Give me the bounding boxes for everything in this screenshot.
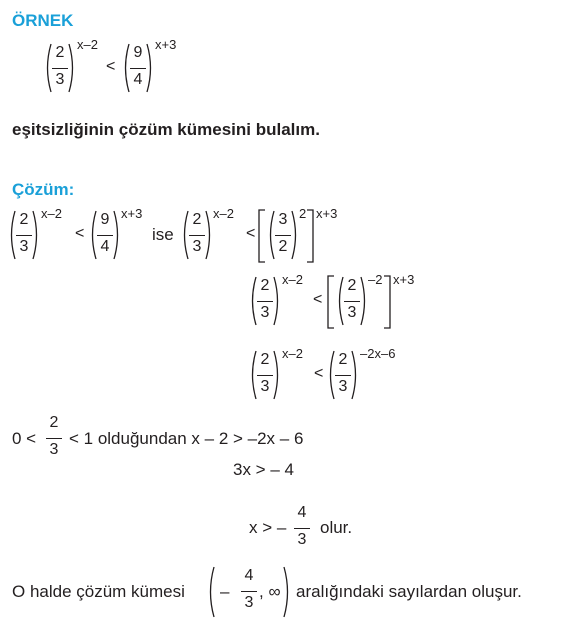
right-paren	[68, 43, 76, 93]
fraction-numerator: 2	[192, 211, 202, 228]
fraction-bar	[294, 528, 310, 529]
fraction-numerator: 2	[338, 351, 348, 368]
fraction-denominator: 3	[49, 441, 59, 458]
left-paren	[267, 210, 275, 260]
left-paren	[327, 350, 335, 400]
fraction-denominator: 3	[19, 238, 29, 255]
left-bracket	[258, 209, 266, 263]
fraction-denominator: 3	[338, 378, 348, 395]
fraction-bar	[52, 68, 68, 69]
line-suffix: < 1 olduğundan x – 2 > –2x – 6	[69, 429, 304, 448]
less-than-sign: <	[314, 365, 324, 382]
right-paren	[273, 350, 281, 400]
right-bracket	[306, 209, 314, 263]
less-than-sign: <	[313, 291, 323, 308]
fraction-numerator: 4	[244, 567, 254, 584]
fraction-denominator: 2	[278, 238, 288, 255]
exponent: x+3	[155, 37, 177, 52]
inner-exponent: 2	[299, 206, 307, 221]
solution-heading: Çözüm:	[12, 180, 75, 199]
fraction-bar	[335, 375, 351, 376]
line-prefix: x > –	[249, 518, 287, 537]
fraction-bar	[16, 235, 32, 236]
right-paren	[291, 210, 299, 260]
right-paren	[351, 350, 359, 400]
right-paren	[113, 210, 121, 260]
left-paren	[249, 276, 257, 326]
fraction-bar	[344, 301, 360, 302]
fraction-denominator: 3	[260, 378, 270, 395]
less-than-sign: <	[106, 58, 116, 75]
exponent: x–2	[213, 206, 234, 221]
fraction-bar	[241, 591, 257, 592]
exponent: x–2	[77, 37, 98, 52]
right-paren	[205, 210, 213, 260]
left-paren	[249, 350, 257, 400]
right-bracket	[383, 275, 391, 329]
fraction-numerator: 3	[278, 211, 288, 228]
minus-sign: –	[220, 582, 230, 601]
interval-left-paren	[207, 566, 215, 618]
outer-exponent: x+3	[393, 272, 415, 287]
right-paren	[273, 276, 281, 326]
left-bracket	[327, 275, 335, 329]
fraction-bar	[97, 235, 113, 236]
fraction-numerator: 2	[19, 211, 29, 228]
left-paren	[122, 43, 130, 93]
conclusion-prefix: O halde çözüm kümesi	[12, 582, 185, 601]
inner-exponent: –2	[368, 272, 383, 287]
fraction-denominator: 3	[244, 594, 254, 611]
exponent: x+3	[121, 206, 143, 221]
fraction-numerator: 2	[49, 414, 59, 431]
fraction-denominator: 3	[297, 531, 307, 548]
fraction-denominator: 3	[55, 71, 65, 88]
exponent: x–2	[41, 206, 62, 221]
fraction-numerator: 2	[260, 277, 270, 294]
exponent: –2x–6	[360, 346, 396, 361]
fraction-bar	[130, 68, 146, 69]
right-paren	[32, 210, 40, 260]
line-suffix: olur.	[320, 518, 353, 537]
right-paren	[360, 276, 368, 326]
fraction-bar	[189, 235, 205, 236]
left-paren	[89, 210, 97, 260]
fraction-numerator: 4	[297, 504, 307, 521]
left-paren	[336, 276, 344, 326]
outer-exponent: x+3	[316, 206, 338, 221]
left-paren	[44, 43, 52, 93]
line-prefix: 0 <	[12, 429, 37, 448]
fraction-denominator: 3	[260, 304, 270, 321]
left-paren	[8, 210, 16, 260]
fraction-numerator: 2	[347, 277, 357, 294]
exponent: x–2	[282, 346, 303, 361]
less-than-sign: <	[75, 225, 85, 242]
fraction-bar	[46, 438, 62, 439]
fraction-denominator: 4	[133, 71, 143, 88]
solution-line-5: 3x > – 4	[233, 460, 294, 479]
fraction-numerator: 9	[133, 44, 143, 61]
word-ise: ise	[152, 225, 174, 244]
fraction-numerator: 2	[55, 44, 65, 61]
interval-right-paren	[283, 566, 291, 618]
right-paren	[146, 43, 154, 93]
example-heading: ÖRNEK	[12, 11, 74, 30]
exponent: x–2	[282, 272, 303, 287]
fraction-numerator: 2	[260, 351, 270, 368]
less-than-sign: <	[246, 225, 256, 242]
fraction-bar	[257, 375, 273, 376]
fraction-denominator: 3	[347, 304, 357, 321]
fraction-numerator: 9	[100, 211, 110, 228]
infinity-bound: , ∞	[259, 582, 281, 601]
fraction-denominator: 4	[100, 238, 110, 255]
fraction-bar	[275, 235, 291, 236]
fraction-bar	[257, 301, 273, 302]
problem-statement: eşitsizliğinin çözüm kümesini bulalım.	[12, 120, 320, 139]
fraction-denominator: 3	[192, 238, 202, 255]
left-paren	[181, 210, 189, 260]
conclusion-suffix: aralığındaki sayılardan oluşur.	[296, 582, 522, 601]
